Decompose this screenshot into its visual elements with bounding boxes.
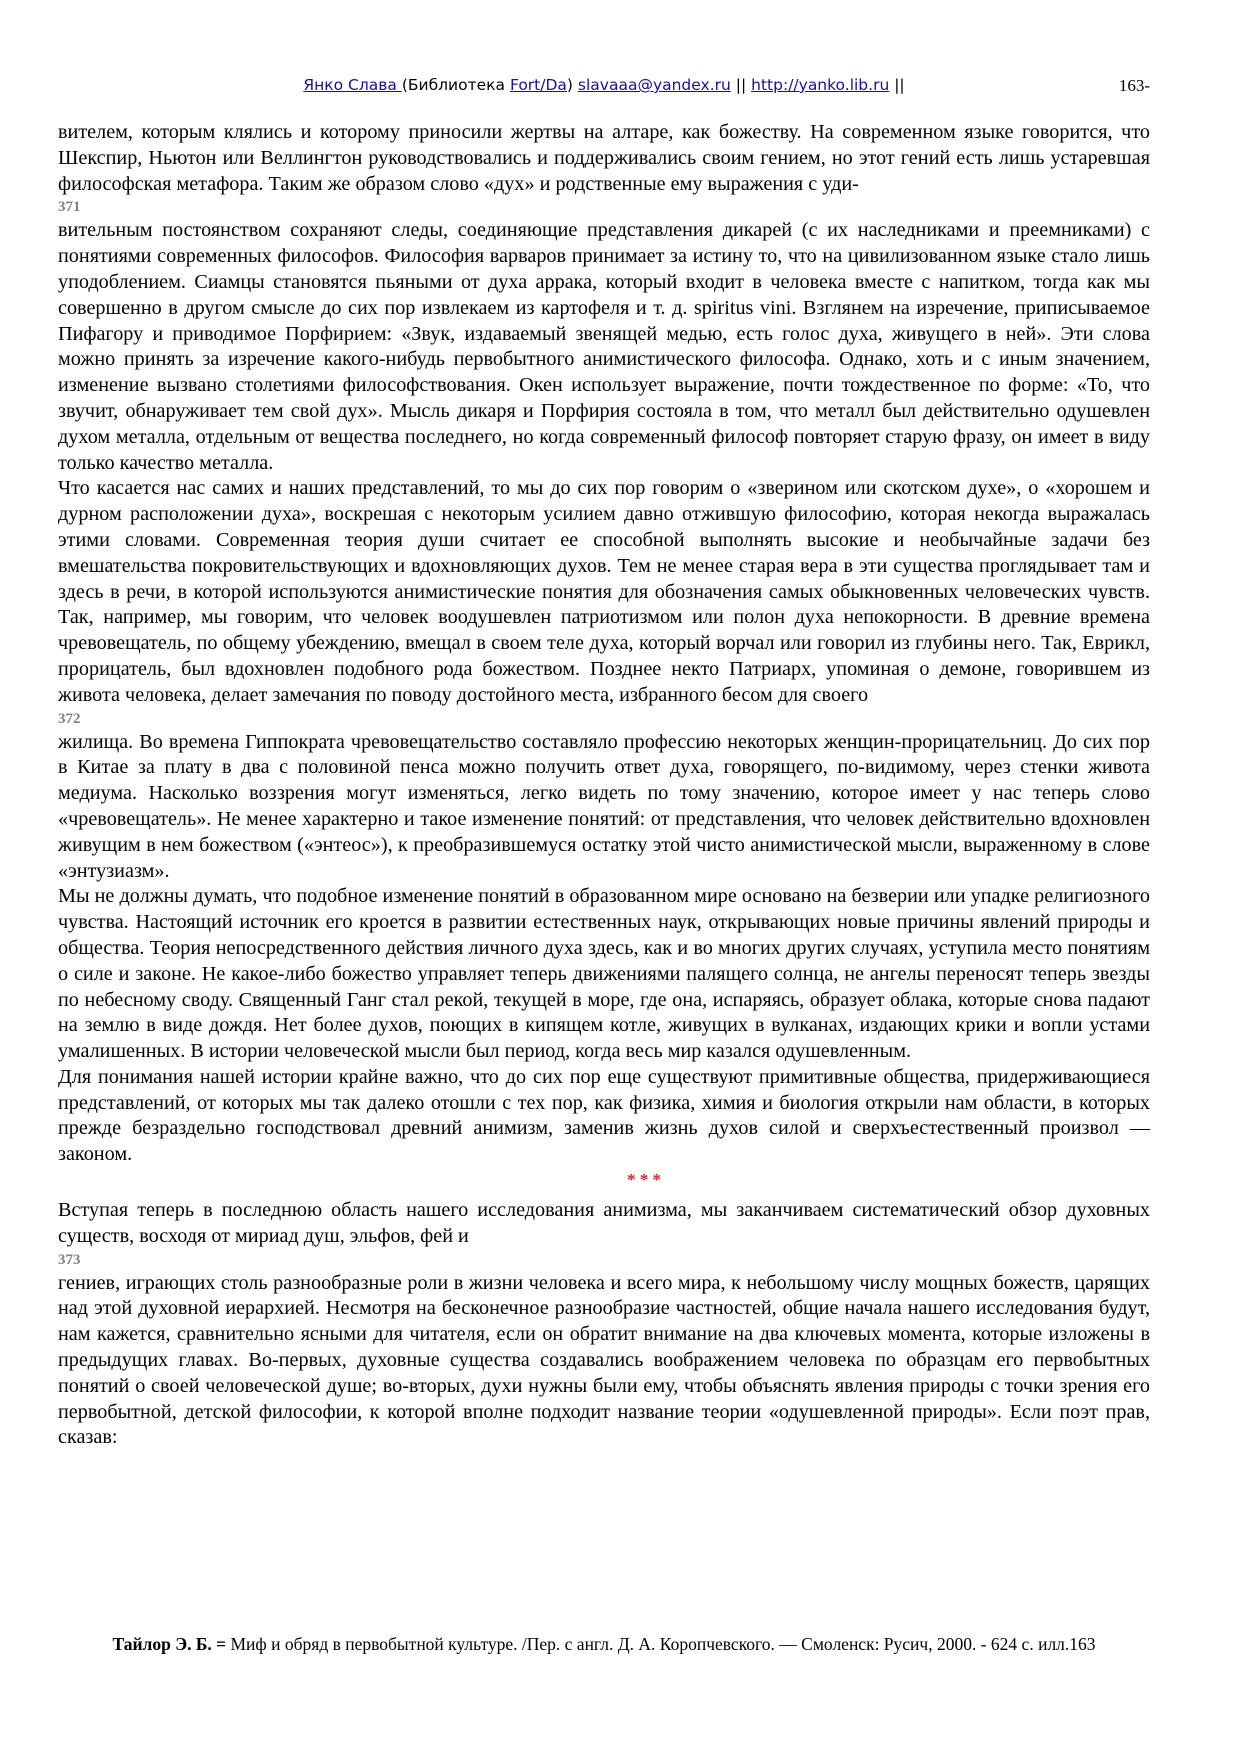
header-page-number: 163- [1118,76,1150,95]
source-page-marker: 371 [58,199,81,216]
header-links [58,76,1150,94]
paragraph: жилища. Во времена Гиппократа чревовещательство составляло профессию некоторых женщин-прорицательниц. До сих пор в Китае за плату в два с половиной пенса можно получить ответ духа, говорящего, по-видимому, через стенки живота медиума. Насколько воззрения могут изменяться, легко видеть по тому значению, которое имеет у нас теперь слово «чревовещатель». Не менее характерно и такое изменение понятий: от представления, что человек действительно вдохновлен живущим в нем божеством («энтеос»), к преобразившемуся остатку этой чисто анимистической мысли, выраженному в слове «энтузиазм». [58,730,1150,882]
paragraph: Вступая теперь в последнюю область нашего исследования анимизма, мы заканчиваем систематический обзор духовных существ, восходя от мириад душ, эльфов, фей и [58,1199,1150,1247]
source-page-marker: 372 [58,710,81,727]
footer-page-number: 163 [1069,1634,1096,1654]
footer-citation: Миф и обряд в первобытной культуре. /Пер. с англ. Д. А. Коропчевского. — Смоленск: Русич, 2000. - 624 с. илл. [226,1634,1070,1654]
library-suffix: ) [566,76,578,94]
source-page-marker: 373 [58,1251,81,1268]
header-separator: || [889,76,905,94]
section-divider-stars: * * * [627,1170,661,1190]
author-link[interactable]: Янко Слава [303,76,402,94]
paragraph: вительным постоянством сохраняют следы, соединяющие представления дикарей (с их наследниками и преемниками) с понятиями современных философов. Философия варваров принимает за истину то, что на цивилизованном языке стало лишь уподоблением. Сиамцы становятся пьяными от духа аррака, который входит в человека вместе с напитком, тогда как мы совершенно в другом смысле до сих пор извлекаем из картофеля и т. д. spiritus vini. Взглянем на изречение, приписываемое Пифагору и приводимое Порфирием: «Звук, издаваемый звенящей медью, есть голос духа, живущего в ней». Эти слова можно принять за изречение какого-нибудь первобытного анимистического философа. Однако, хоть и с иным значением, изменение вызвано столетиями философствования. Окен использует выражение, почти тождественное по форме: «То, что звучит, обнаруживает тем свой дух». Мысль дикаря и Порфирия состояла в том, что металл был действительно одушевлен духом металла, отдельным от вещества последнего, но когда современный философ повторяет старую фразу, он имеет в виду только качество металла. [58,219,1150,474]
paragraph: вителем, которым клялись и которому приносили жертвы на алтаре, как божеству. На современном языке говорится, что Шекспир, Ньютон или Веллингтон руководствовались и поддерживались своим гением, но этот гений есть лишь устаревшая философская метафора. Таким же образом слово «дух» и родственные ему выражения с уди- [58,121,1150,195]
paragraph: Мы не должны думать, что подобное изменение понятий в образованном мире основано на безверии или упадке религиозного чувства. Настоящий источник его кроется в развитии естественных наук, открывающих новые причины явлений природы и общества. Теория непосредственного действия личного духа здесь, как и во многих других случаях, уступила место понятиям о силе и законе. Не какое-либо божество управляет теперь движениями палящего солнца, не ангелы переносят теперь звезды по небесному своду. Священный Ганг стал рекой, текущей в море, где она, испаряясь, образует облака, которые снова падают на землю в виде дождя. Нет более духов, поющих в кипящем котле, живущих в вулканах, издающих крики и вопли устами умалишенных. В истории человеческой мысли был период, когда весь мир казался одушевленным. [58,885,1150,1063]
page-footer [58,1632,1150,1656]
paragraph: Для понимания нашей истории крайне важно, что до сих пор еще существуют примитивные общества, придерживающиеся представлений, от которых мы так далеко отошли с тех пор, как физика, химия и биология открыли нам области, в которых прежде безраздельно господствовал древний анимизм, заменив жизнь духов силой и сверхъестественный произвол — законом. [58,1065,1150,1166]
site-link[interactable]: http://yanko.lib.ru [751,76,890,94]
page-header [58,76,1150,100]
header-separator: || [730,76,752,94]
paragraph: Что касается нас самих и наших представлений, то мы до сих пор говорим о «зверином или скотском духе», о «хорошем и дурном расположении духа», воскрешая с некоторым усилием давно отжившую философию, которая некогда выражалась этими словами. Современная теория души считает ее способной выполнять высокие и необычайные задачи без вмешательства покровительствующих и вдохновляющих духов. Тем не менее старая вера в эти существа проглядывает там и здесь в речи, в которой используются анимистические понятия для обозначения самых обыкновенных человеческих чувств. Так, например, мы говорим, что человек воодушевлен патриотизмом или полон духа непокорности. В древние времена чревовещатель, по общему убеждению, вмещал в своем теле духа, который ворчал или говорил из глубины него. Так, Еврикл, прорицатель, был вдохновлен подобного рода божеством. Позднее некто Патриарх, упоминая о демоне, говорившем из живота человека, делает замечания по поводу достойного места, избранного бесом для своего [58,477,1150,706]
footer-author: Тайлор Э. Б. = [112,1634,227,1654]
library-prefix: (Библиотека [401,76,510,94]
main-text [58,120,1150,1451]
paragraph: гениев, играющих столь разнообразные роли в жизни человека и всего мира, к небольшому числу мощных божеств, царящих над этой духовной иерархией. Несмотря на бесконечное разнообразие частностей, общие начала нашего исследования будут, нам кажется, сравнительно ясными для читателя, если он обратит внимание на два ключевых момента, которые изложены в предыдущих главах. Во-первых, духовные существа создавались воображением человека по образцам его первобытных понятий о своей человеческой душе; во-вторых, духи нужны были ему, чтобы объяснять явления природы с точки зрения его первобытной, детской философии, к которой вполне подходит название теории «одушевленной природы». Если поэт прав, сказав: [58,1271,1150,1449]
email-link[interactable]: slavaaa@yandex.ru [577,76,731,94]
fortda-link[interactable]: Fort/Da [509,76,567,94]
